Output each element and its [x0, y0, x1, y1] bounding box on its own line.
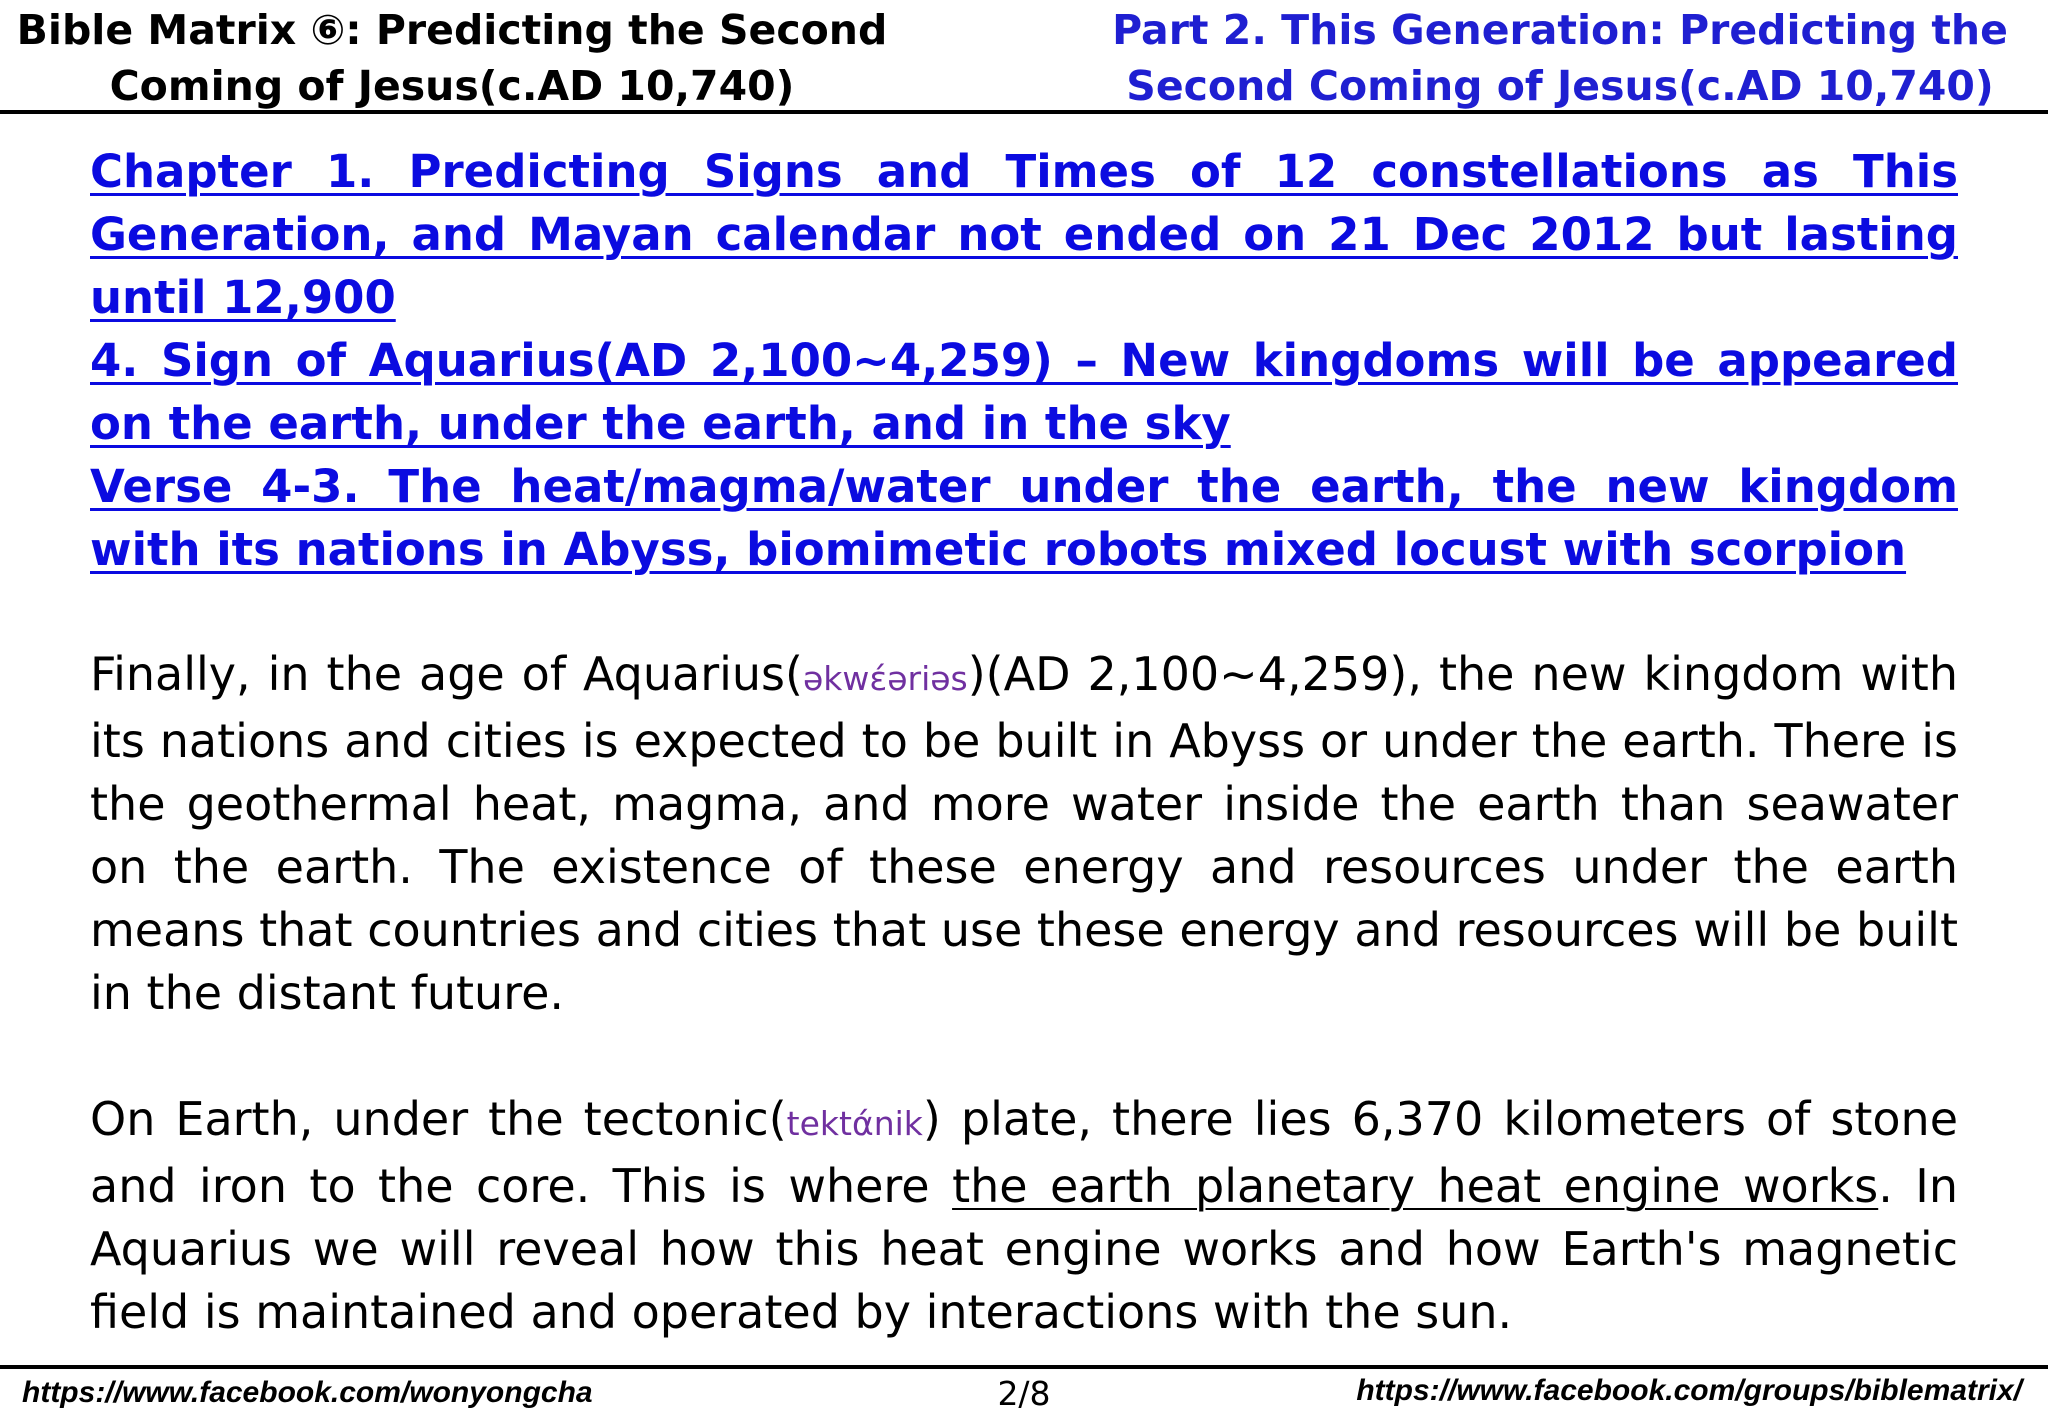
para2-text-end: . In Aquarius we will reveal how this heat engine works and how Earth's magnetic field is maintained and operated by interactions with the sun. [90, 1159, 1959, 1339]
slide-footer [0, 1372, 2048, 1418]
heat-engine-underlined-phrase: the earth planetary heat engine works [952, 1159, 1879, 1213]
page-number: 2/8 [997, 1374, 1051, 1413]
verse-heading-link[interactable]: Verse 4-3. The heat/magma/water under the earth, the new kingdom with its nations in Abyss, biomimetic robots mixed locust with scorpion [90, 460, 1958, 576]
book-title [12, 2, 892, 114]
book-title-line2: Coming of Jesus(c.AD 10,740) [109, 62, 795, 110]
part-title-line2: Second Coming of Jesus(c.AD 10,740) [1126, 62, 1994, 110]
slide-content [90, 140, 1958, 1344]
tectonic-paragraph [90, 1088, 1958, 1344]
para1-text-start: Finally, in the age of Aquarius( [90, 647, 803, 701]
footer-divider [0, 1365, 2048, 1369]
slide-header [0, 0, 2048, 110]
section-heading-link[interactable]: 4. Sign of Aquarius(AD 2,100~4,259) – New kingdoms will be appeared on the earth, under the earth, and in the sky [90, 334, 1958, 450]
part-title [1090, 2, 2030, 114]
para2-text-start: On Earth, under the tectonic( [90, 1092, 787, 1146]
header-divider [0, 110, 2048, 114]
aquarius-paragraph [90, 643, 1958, 1025]
para1-text-rest: )(AD 2,100~4,259), the new kingdom with its nations and cities is expected to be built in Abyss or under the earth. There is the geothermal heat, magma, and more water inside the earth than seawater on the earth. The existence of these energy and resources under the earth means that countries and cities that use these energy and resources will be built in the distant future. [90, 647, 1958, 1020]
heading-block [90, 140, 1958, 581]
book-title-line1: Bible Matrix ⑥: Predicting the Second [16, 6, 888, 54]
author-facebook-link[interactable]: https://www.facebook.com/wonyongcha [22, 1376, 593, 1409]
aquarius-pronunciation: əkwɛ́əriəs [802, 659, 968, 698]
chapter-heading-link[interactable]: Chapter 1. Predicting Signs and Times of 12 constellations as This Generation, and Mayan calendar not ended on 21 Dec 2012 but lasting until 12,900 [90, 145, 1958, 324]
para2-text-middle: ) plate, there lies 6,370 kilometers of stone and iron to the core. This is where [90, 1092, 1958, 1213]
tectonic-pronunciation: tektάnik [786, 1104, 923, 1143]
part-title-line1: Part 2. This Generation: Predicting the [1112, 6, 2008, 54]
group-facebook-link[interactable]: https://www.facebook.com/groups/biblematrix/ [1356, 1374, 2022, 1407]
